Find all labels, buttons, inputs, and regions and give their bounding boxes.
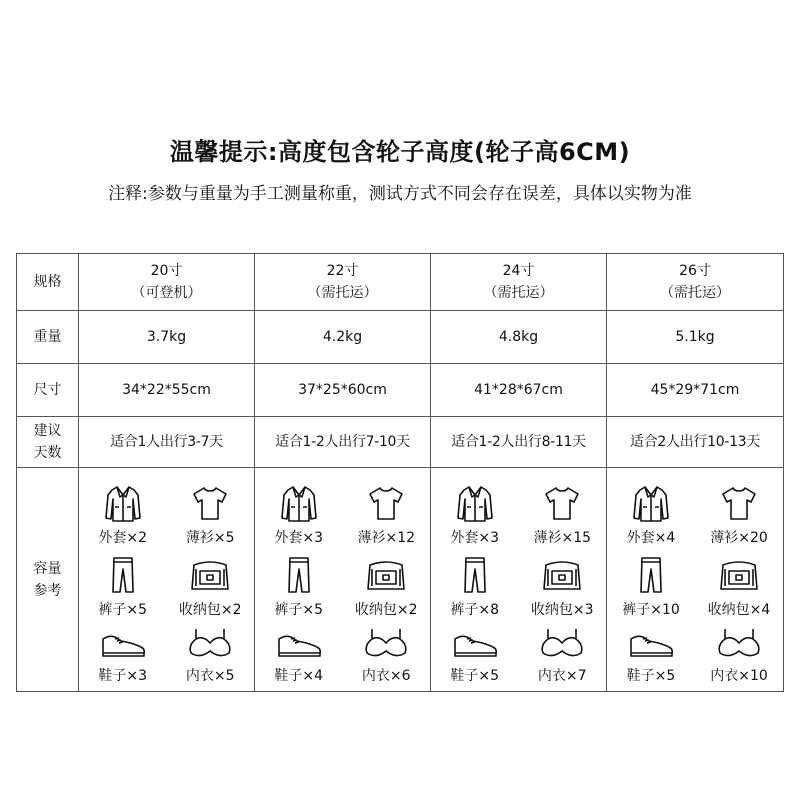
bra-icon [186,625,234,661]
days-cell: 适合1人出行3-7天 [79,417,255,468]
capacity-item-pants [255,555,343,625]
capacity-label-pants: 裤子×5 [274,601,324,618]
capacity-item-underwear [167,625,255,695]
pouch-icon [364,555,408,595]
spec-table [16,253,784,692]
row-weight [17,311,784,364]
size-note: （需托运） [483,285,554,301]
capacity-label-shoes: 鞋子×3 [98,667,148,684]
row-header-size: 规格 [17,254,79,311]
capacity-item-pants [79,555,167,625]
capacity-label-pants: 裤子×10 [622,601,680,618]
bra-icon [715,625,763,661]
capacity-item-jacket [431,483,519,555]
capacity-cell [607,468,784,692]
capacity-label-shirt: 薄衫×12 [357,529,416,546]
dimensions-cell: 41*28*67cm [431,364,607,417]
capacity-label-pouch: 收纳包×2 [354,601,418,618]
capacity-grid [431,473,606,687]
size-label: 24寸 [502,263,535,279]
capacity-label-jacket: 外套×3 [274,529,324,546]
capacity-label-underwear: 内衣×6 [361,667,411,684]
weight-cell: 3.7kg [79,311,255,364]
capacity-label-pants: 裤子×5 [98,601,148,618]
capacity-item-jacket [79,483,167,555]
jacket-icon [455,483,495,523]
capacity-label-shirt: 薄衫×15 [533,529,592,546]
capacity-item-shoes [431,625,519,695]
dimensions-cell: 34*22*55cm [79,364,255,417]
tshirt-icon [719,483,759,523]
capacity-item-pouch [695,555,783,625]
row-days [17,417,784,468]
capacity-cell [255,468,431,692]
tshirt-icon [542,483,582,523]
size-cell-24 [431,254,607,311]
weight-cell: 5.1kg [607,311,784,364]
size-cell-26 [607,254,784,311]
capacity-item-pouch [167,555,255,625]
capacity-item-pants [607,555,695,625]
weight-cell: 4.2kg [255,311,431,364]
row-header-capacity-line2: 参考 [33,582,62,599]
capacity-label-jacket: 外套×2 [98,529,148,546]
dimensions-cell: 45*29*71cm [607,364,784,417]
capacity-item-shirt [519,483,607,555]
capacity-item-shirt [343,483,431,555]
shoe-icon [99,625,147,661]
capacity-label-shoes: 鞋子×5 [626,667,676,684]
capacity-label-pants: 裤子×8 [450,601,500,618]
capacity-label-shirt: 薄衫×20 [710,529,768,546]
size-label: 26寸 [679,263,711,279]
capacity-item-shirt [695,483,783,555]
pants-icon [279,555,319,595]
capacity-item-shoes [255,625,343,695]
row-dimensions [17,364,784,417]
pants-icon [455,555,495,595]
tshirt-icon [366,483,406,523]
jacket-icon [631,483,671,523]
capacity-label-pouch: 收纳包×4 [707,601,771,618]
capacity-item-jacket [255,483,343,555]
days-cell: 适合2人出行10-13天 [607,417,784,468]
size-note: （可登机） [131,285,202,301]
capacity-item-underwear [519,625,607,695]
capacity-grid [607,473,783,687]
pouch-icon [188,555,232,595]
shoe-icon [451,625,499,661]
capacity-label-jacket: 外套×3 [450,529,500,546]
pants-icon [631,555,671,595]
size-note: （需托运） [307,285,378,301]
capacity-label-underwear: 内衣×5 [185,667,235,684]
capacity-cell [431,468,607,692]
capacity-item-underwear [343,625,431,695]
capacity-label-pouch: 收纳包×2 [178,601,242,618]
capacity-item-underwear [695,625,783,695]
capacity-grid [255,473,430,687]
size-note: （需托运） [660,285,730,301]
size-label: 20寸 [150,263,183,279]
bra-icon [538,625,586,661]
disclaimer-note: 注释:参数与重量为手工测量称重，测试方式不同会存在误差，具体以实物为准 [108,184,692,204]
size-cell-22 [255,254,431,311]
row-header-capacity-line1: 容量 [33,560,62,577]
jacket-icon [279,483,319,523]
row-size [17,254,784,311]
size-cell-20 [79,254,255,311]
row-header-weight: 重量 [17,311,79,364]
days-cell: 适合1-2人出行8-11天 [431,417,607,468]
capacity-item-shoes [607,625,695,695]
row-header-days [17,417,79,468]
row-header-capacity [17,468,79,692]
capacity-label-jacket: 外套×4 [626,529,676,546]
row-header-dimensions: 尺寸 [17,364,79,417]
size-label: 22寸 [326,263,359,279]
capacity-label-underwear: 内衣×10 [710,667,768,684]
row-capacity [17,468,784,692]
capacity-label-shoes: 鞋子×5 [450,667,500,684]
capacity-item-jacket [607,483,695,555]
row-header-days-line2: 天数 [33,445,62,461]
capacity-grid [79,473,254,687]
capacity-item-pants [431,555,519,625]
capacity-item-pouch [343,555,431,625]
page-title: 温馨提示:高度包含轮子高度(轮子高6CM) [169,138,631,166]
capacity-label-shirt: 薄衫×5 [185,529,235,546]
capacity-label-underwear: 内衣×7 [537,667,587,684]
dimensions-cell: 37*25*60cm [255,364,431,417]
weight-cell: 4.8kg [431,311,607,364]
capacity-label-pouch: 收纳包×3 [530,601,594,618]
capacity-cell [79,468,255,692]
capacity-label-shoes: 鞋子×4 [274,667,324,684]
pouch-icon [717,555,761,595]
pants-icon [103,555,143,595]
bra-icon [362,625,410,661]
days-cell: 适合1-2人出行7-10天 [255,417,431,468]
capacity-item-pouch [519,555,607,625]
pouch-icon [540,555,584,595]
tshirt-icon [190,483,230,523]
row-header-days-line1: 建议 [33,423,62,439]
jacket-icon [103,483,143,523]
shoe-icon [275,625,323,661]
capacity-item-shoes [79,625,167,695]
shoe-icon [627,625,675,661]
capacity-item-shirt [167,483,255,555]
